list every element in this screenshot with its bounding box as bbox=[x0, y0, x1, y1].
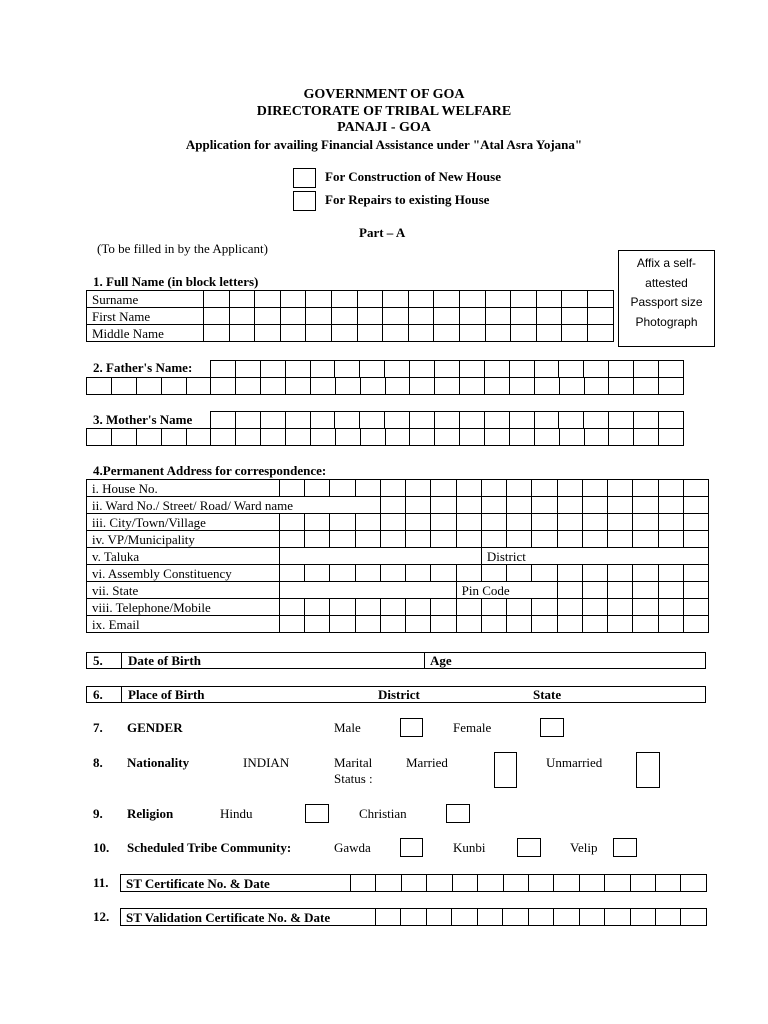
header-government: GOVERNMENT OF GOA bbox=[303, 87, 465, 102]
unmarried-label: Unmarried bbox=[546, 755, 603, 770]
pob-district-label: District bbox=[378, 687, 420, 702]
taluka-field[interactable] bbox=[280, 548, 482, 565]
full-name-title: 1. Full Name (in block letters) bbox=[93, 274, 259, 289]
st-cert-number: 11. bbox=[93, 875, 109, 890]
christian-label: Christian bbox=[359, 806, 407, 821]
st-cert-label: ST Certificate No. & Date bbox=[121, 875, 351, 892]
vp-row[interactable] bbox=[87, 531, 709, 548]
email-label: ix. Email bbox=[87, 616, 280, 633]
nationality-label: Nationality bbox=[127, 755, 190, 770]
place-of-birth-strip[interactable] bbox=[86, 686, 706, 703]
pincode-label: Pin Code bbox=[456, 582, 557, 599]
fathers-name-grid-bottom[interactable] bbox=[86, 377, 684, 395]
repairs-checkbox[interactable] bbox=[293, 191, 316, 211]
pob-state-label: State bbox=[533, 687, 562, 702]
velip-checkbox[interactable] bbox=[613, 838, 637, 857]
st-validation-grid[interactable] bbox=[120, 908, 707, 926]
photo-text-1: Affix a self- bbox=[636, 256, 697, 270]
applicant-note: (To be filled in by the Applicant) bbox=[97, 241, 268, 256]
mothers-name-grid-top[interactable] bbox=[210, 411, 684, 429]
religion-label: Religion bbox=[127, 806, 174, 821]
city-label: iii. City/Town/Village bbox=[87, 514, 280, 531]
st-community-label: Scheduled Tribe Community: bbox=[127, 840, 292, 855]
construction-checkbox[interactable] bbox=[293, 168, 316, 188]
ward-row[interactable] bbox=[87, 497, 709, 514]
vp-label: iv. VP/Municipality bbox=[87, 531, 280, 548]
ward-label: ii. Ward No./ Street/ Road/ Ward name bbox=[87, 497, 381, 514]
gender-number: 7. bbox=[93, 720, 103, 735]
female-checkbox[interactable] bbox=[540, 718, 564, 737]
address-grid bbox=[86, 479, 709, 633]
male-checkbox[interactable] bbox=[400, 718, 423, 737]
telephone-row[interactable] bbox=[87, 599, 709, 616]
kunbi-checkbox[interactable] bbox=[517, 838, 541, 857]
surname-label: Surname bbox=[87, 291, 204, 308]
dob-label: Date of Birth bbox=[128, 653, 201, 668]
header-city: PANAJI - GOA bbox=[337, 120, 431, 135]
hindu-checkbox[interactable] bbox=[305, 804, 329, 823]
middle-name-row[interactable] bbox=[87, 325, 614, 342]
fathers-name-title: 2. Father's Name: bbox=[93, 360, 193, 375]
first-name-label: First Name bbox=[87, 308, 204, 325]
st-validation-label: ST Validation Certificate No. & Date bbox=[121, 909, 376, 926]
photo-box bbox=[618, 250, 715, 347]
gender-label: GENDER bbox=[127, 720, 183, 735]
assembly-label: vi. Assembly Constituency bbox=[87, 565, 280, 582]
full-name-grid bbox=[86, 290, 614, 342]
first-name-row[interactable] bbox=[87, 308, 614, 325]
mothers-name-title: 3. Mother's Name bbox=[93, 412, 193, 427]
st-community-number: 10. bbox=[93, 840, 110, 855]
hindu-label: Hindu bbox=[220, 806, 253, 821]
state-row[interactable] bbox=[87, 582, 709, 599]
st-validation-number: 12. bbox=[93, 909, 110, 924]
kunbi-label: Kunbi bbox=[453, 840, 486, 855]
assembly-row[interactable] bbox=[87, 565, 709, 582]
velip-label: Velip bbox=[570, 840, 598, 855]
part-label: Part – A bbox=[359, 225, 406, 240]
unmarried-checkbox[interactable] bbox=[636, 752, 660, 788]
telephone-label: viii. Telephone/Mobile bbox=[87, 599, 280, 616]
marital-status-label-1: Marital bbox=[334, 755, 373, 770]
nationality-value: INDIAN bbox=[243, 755, 290, 770]
gawda-label: Gawda bbox=[334, 840, 371, 855]
nationality-number: 8. bbox=[93, 755, 103, 770]
header-directorate: DIRECTORATE OF TRIBAL WELFARE bbox=[256, 104, 512, 119]
middle-name-label: Middle Name bbox=[87, 325, 204, 342]
age-label: Age bbox=[430, 653, 452, 668]
construction-label: For Construction of New House bbox=[325, 169, 501, 184]
st-cert-grid[interactable] bbox=[120, 874, 707, 892]
mothers-name-grid-bottom[interactable] bbox=[86, 428, 684, 446]
district-label: District bbox=[481, 548, 708, 565]
state-field[interactable] bbox=[280, 582, 457, 599]
pob-number: 6. bbox=[93, 687, 103, 702]
address-title: 4.Permanent Address for correspondence: bbox=[93, 463, 327, 478]
photo-text-2: attested bbox=[645, 275, 688, 290]
house-no-row[interactable] bbox=[87, 480, 709, 497]
married-label: Married bbox=[406, 755, 448, 770]
dob-strip[interactable] bbox=[86, 652, 706, 669]
male-label: Male bbox=[334, 720, 361, 735]
female-label: Female bbox=[453, 720, 492, 735]
taluka-label: v. Taluka bbox=[87, 548, 280, 565]
gawda-checkbox[interactable] bbox=[400, 838, 423, 857]
married-checkbox[interactable] bbox=[494, 752, 517, 788]
christian-checkbox[interactable] bbox=[446, 804, 470, 823]
dob-number: 5. bbox=[93, 653, 103, 668]
city-row[interactable] bbox=[87, 514, 709, 531]
repairs-label: For Repairs to existing House bbox=[325, 192, 490, 207]
surname-row[interactable] bbox=[87, 291, 614, 308]
house-no-label: i. House No. bbox=[87, 480, 280, 497]
photo-text-4: Photograph bbox=[635, 314, 698, 329]
pob-label: Place of Birth bbox=[128, 687, 205, 702]
marital-status-label-2: Status : bbox=[334, 771, 373, 786]
fathers-name-grid-top[interactable] bbox=[210, 360, 684, 378]
taluka-row[interactable] bbox=[87, 548, 709, 565]
header-application-title: Application for availing Financial Assistance under "Atal Asra Yojana" bbox=[185, 137, 583, 152]
state-label: vii. State bbox=[87, 582, 280, 599]
photo-text-3: Passport size bbox=[630, 295, 703, 309]
religion-number: 9. bbox=[93, 806, 103, 821]
email-row[interactable] bbox=[87, 616, 709, 633]
